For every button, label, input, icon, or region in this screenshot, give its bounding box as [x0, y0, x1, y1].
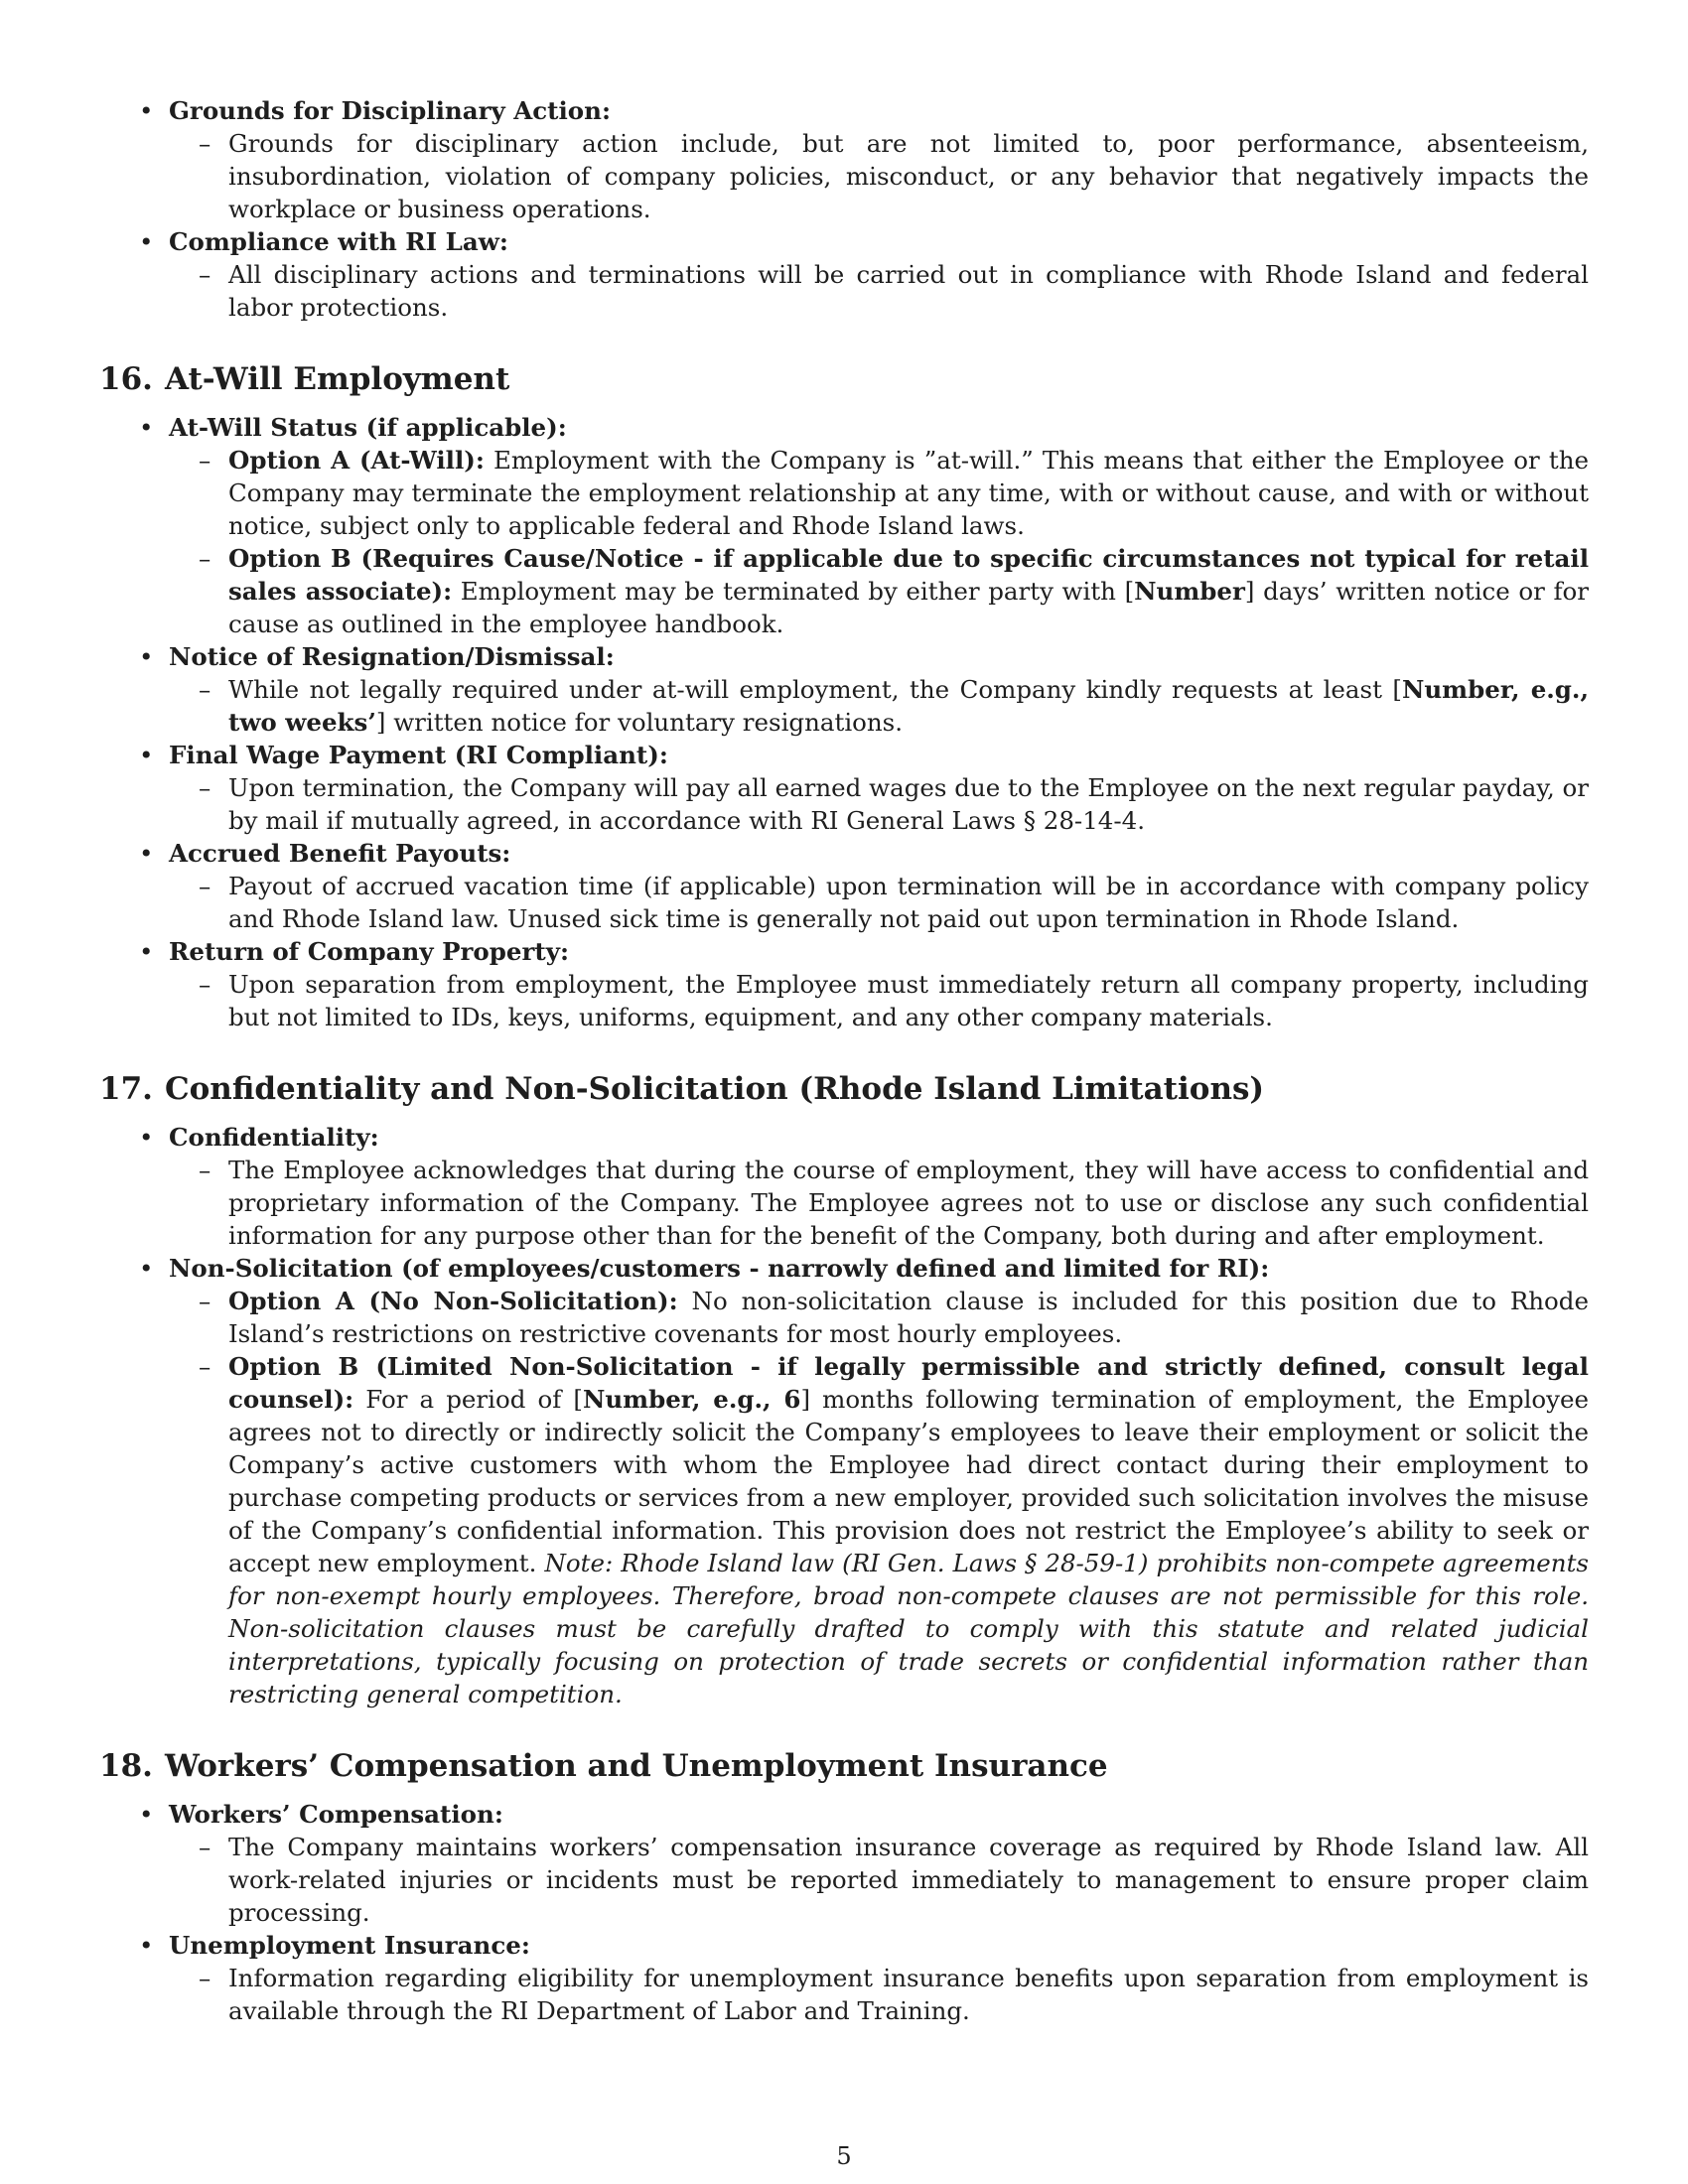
- sub-list: [169, 1154, 1589, 1252]
- list-item: [169, 94, 1589, 225]
- sub-item: [228, 673, 1589, 739]
- list-item: [169, 411, 1589, 640]
- sub-item-option-b: [228, 1350, 1589, 1710]
- section-title-text: At-Will Employment: [164, 361, 510, 397]
- list-item: [169, 739, 1589, 837]
- option-text: Employment with the Company is ”at-will.” This means that either the Employee or the Company may terminate the employment relationship at any time, with or without cause, and with or without notice, subject only to applicable federal and Rhode Island laws.: [228, 446, 1589, 540]
- item-heading: • Final Wage Payment (RI Compliant):: [169, 741, 668, 769]
- section-number: 18.: [99, 1748, 153, 1784]
- section-17: [99, 1069, 1589, 1710]
- option-label: Option A (At-Will):: [228, 446, 485, 475]
- option-text: For a period of [: [353, 1385, 583, 1414]
- section-18: [99, 1746, 1589, 2027]
- option-label: Option A (No Non-Solicitation):: [228, 1287, 678, 1315]
- option-text: Employment may be terminated by either party with [: [452, 577, 1135, 606]
- item-heading: • At-Will Status (if applicable):: [169, 413, 567, 442]
- sub-list: [169, 127, 1589, 225]
- sub-item: – The Employee acknowledges that during the course of employment, they will have access to confidential and proprietary information of the Company. The Employee agrees not to use or disclose any such confidential information for any purpose other than for the benefit of the Company, both during and after employment.: [228, 1154, 1589, 1252]
- list-item: [169, 1121, 1589, 1252]
- section-list: [99, 1121, 1589, 1710]
- section-title-text: Workers’ Compensation and Unemployment Insurance: [164, 1748, 1108, 1784]
- sub-list: [169, 1962, 1589, 2027]
- list-item: [169, 225, 1589, 324]
- section-title: [99, 359, 1589, 399]
- section-title-text: Confidentiality and Non-Solicitation (Rhode Island Limitations): [164, 1071, 1265, 1107]
- sub-item-option-a: [228, 444, 1589, 542]
- option-text: No non-solicitation clause is included for this position due to Rhode Island’s restrictions on restrictive covenants for most hourly employees.: [228, 1287, 1589, 1348]
- section-title: [99, 1069, 1589, 1109]
- item-heading: • Confidentiality:: [169, 1123, 379, 1152]
- document-page: [99, 94, 1589, 2027]
- sub-item: – Information regarding eligibility for unemployment insurance benefits upon separation from employment is available through the RI Department of Labor and Training.: [228, 1962, 1589, 2027]
- item-heading: • Accrued Benefit Payouts:: [169, 839, 511, 868]
- section-title: [99, 1746, 1589, 1786]
- placeholder-field: Number, e.g., 6: [582, 1385, 801, 1414]
- sub-list: [169, 870, 1589, 935]
- list-item: [169, 640, 1589, 739]
- section-number: 16.: [99, 361, 153, 397]
- sub-item-text: ] written notice for voluntary resignations.: [375, 708, 904, 737]
- sub-item: – Grounds for disciplinary action include, but are not limited to, poor performance, absenteeism, insubordination, violation of company policies, misconduct, or any behavior that negatively impacts the workplace or business operations.: [228, 127, 1589, 225]
- list-item: [169, 935, 1589, 1033]
- section-number: 17.: [99, 1071, 153, 1107]
- sub-item-option-b: [228, 542, 1589, 640]
- sub-item-text: While not legally required under at-will employment, the Company kindly requests at least [: [228, 675, 1402, 704]
- sub-item: – Upon separation from employment, the Employee must immediately return all company property, including but not limited to IDs, keys, uniforms, equipment, and any other company materials.: [228, 968, 1589, 1033]
- sub-list: [169, 1831, 1589, 1929]
- item-heading: • Non-Solicitation (of employees/customers - narrowly defined and limited for RI):: [169, 1254, 1270, 1283]
- sub-item: – The Company maintains workers’ compensation insurance coverage as required by Rhode Island law. All work-related injuries or incidents must be reported immediately to management to ensure proper claim processing.: [228, 1831, 1589, 1929]
- page-number: 5: [836, 2142, 852, 2170]
- sub-list: [169, 968, 1589, 1033]
- placeholder-field: Number, e.g., two weeks’: [228, 675, 1589, 737]
- list-item: [169, 1798, 1589, 1929]
- continued-list: [99, 94, 1589, 324]
- item-heading: • Notice of Resignation/Dismissal:: [169, 642, 615, 671]
- sub-list: [169, 673, 1589, 739]
- item-heading: • Return of Company Property:: [169, 937, 569, 966]
- sub-list: [169, 771, 1589, 837]
- option-text: ] days’ written notice or for cause as outlined in the employee handbook.: [228, 577, 1590, 638]
- item-heading: • Grounds for Disciplinary Action:: [169, 96, 611, 125]
- section-list: [99, 411, 1589, 1033]
- legal-note: Note: Rhode Island law (RI Gen. Laws § 28-59-1) prohibits non-compete agreements for non-exempt hourly employees. Therefore, broad non-compete clauses are not permissible for this role. Non-solicitation clauses must be carefully drafted to comply with this statute and related judicial interpretations, typically focusing on protection of trade secrets or confidential information rather than restricting general competition.: [228, 1549, 1589, 1708]
- placeholder-field: Number: [1134, 577, 1245, 606]
- sub-item: – Payout of accrued vacation time (if applicable) upon termination will be in accordance with company policy and Rhode Island law. Unused sick time is generally not paid out upon termination in Rhode Island.: [228, 870, 1589, 935]
- sub-item: – All disciplinary actions and terminations will be carried out in compliance with Rhode Island and federal labor protections.: [228, 258, 1589, 324]
- list-item: [169, 1252, 1589, 1710]
- item-heading: • Workers’ Compensation:: [169, 1800, 503, 1829]
- item-heading: • Compliance with RI Law:: [169, 227, 508, 256]
- sub-list: [169, 444, 1589, 640]
- option-label: Option B (Requires Cause/Notice - if applicable due to specific circumstances not typical for retail sales associate):: [228, 544, 1589, 606]
- sub-item-option-a: [228, 1285, 1589, 1350]
- list-item: [169, 837, 1589, 935]
- list-item: [169, 1929, 1589, 2027]
- section-list: [99, 1798, 1589, 2027]
- section-16: [99, 359, 1589, 1033]
- sub-item: – Upon termination, the Company will pay all earned wages due to the Employee on the next regular payday, or by mail if mutually agreed, in accordance with RI General Laws § 28-14-4.: [228, 771, 1589, 837]
- sub-list: [169, 258, 1589, 324]
- sub-list: [169, 1285, 1589, 1710]
- option-label: Option B (Limited Non-Solicitation - if legally permissible and strictly defined, consult legal counsel):: [228, 1352, 1589, 1414]
- item-heading: • Unemployment Insurance:: [169, 1931, 530, 1960]
- option-text: ] months following termination of employment, the Employee agrees not to directly or indirectly solicit the Company’s employees to leave their employment or solicit the Company’s active customers with whom the Employee had direct contact during their employment to purchase competing products or services from a new employer, provided such solicitation involves the misuse of the Company’s confidential information. This provision does not restrict the Employee’s ability to seek or accept new employment.: [228, 1385, 1589, 1577]
